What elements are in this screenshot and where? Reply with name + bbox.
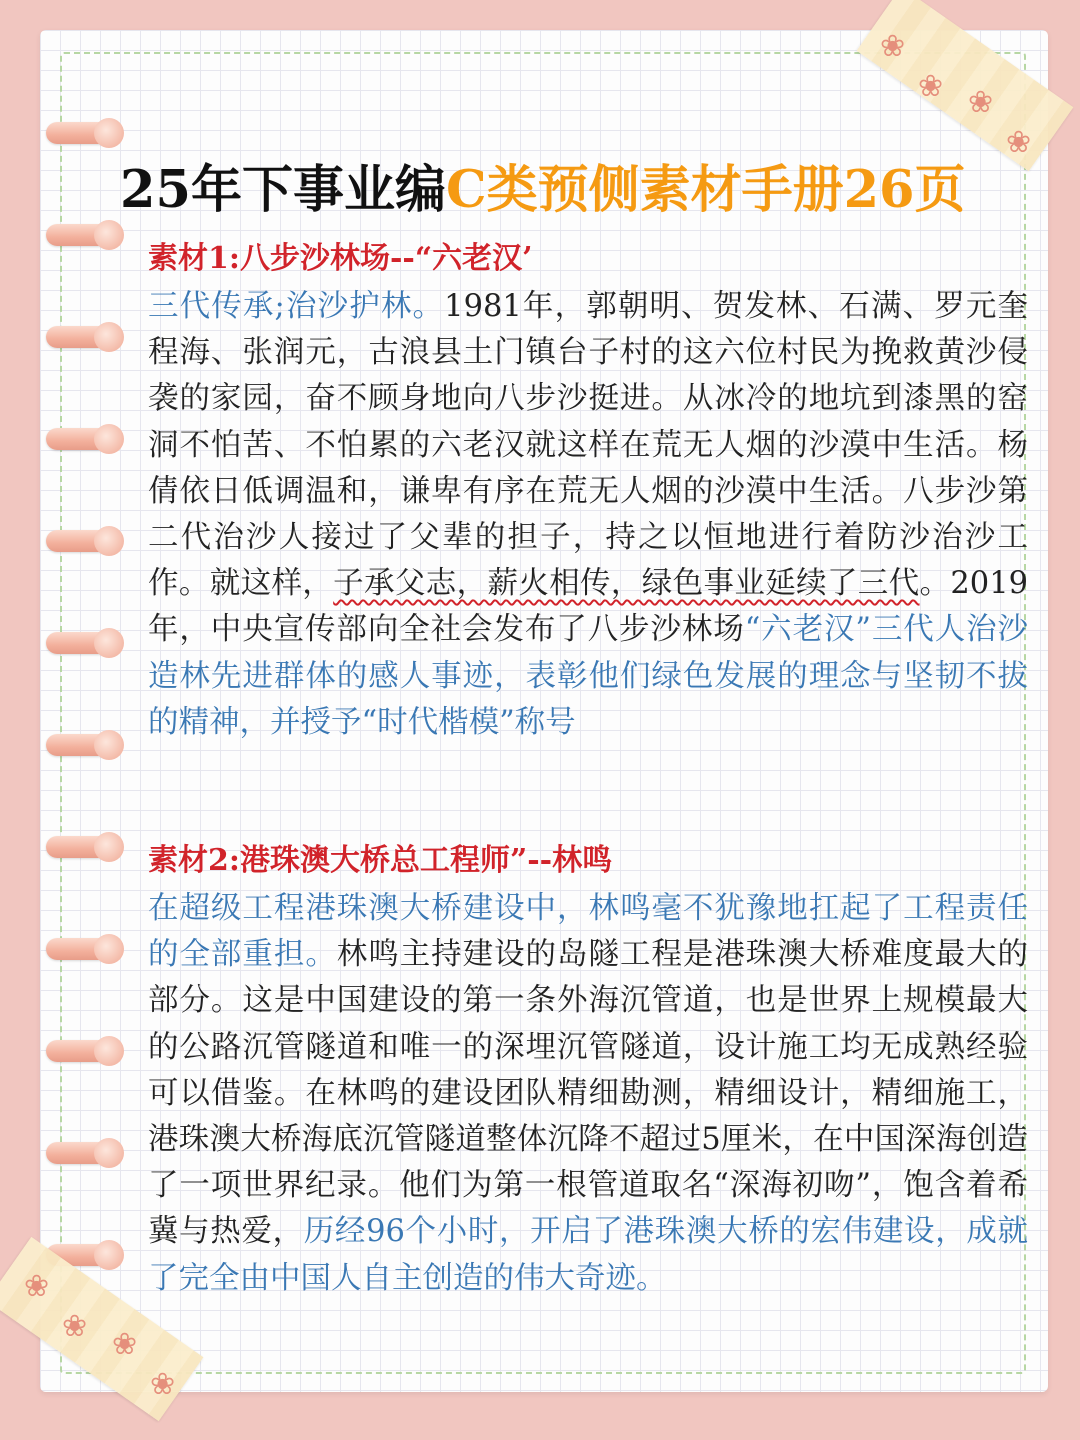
binder-ring [46, 1142, 120, 1164]
title-main: 25年下事业编 [120, 160, 446, 220]
section-heading: 素材1:八步沙林场--“六老汉’ [148, 241, 533, 276]
body-text: 。2019年，中央宣传部向全社会发布了八步沙林场 [148, 566, 1029, 648]
body-highlight: 三代传承;治沙护林。 [148, 289, 445, 324]
section-body [148, 284, 1028, 746]
binder-ring [46, 632, 120, 654]
material-section-2 [148, 840, 1028, 1302]
flower-icon: ❀ [24, 1269, 50, 1304]
binder-ring [46, 734, 120, 756]
binder-ring [46, 122, 120, 144]
flower-icon: ❀ [112, 1327, 138, 1362]
flower-icon: ❀ [1006, 125, 1032, 160]
body-text: 林鸣主持建设的岛隧工程是港珠澳大桥难度最大的部分。这是中国建设的第一条外海沉管道，也是世界上规模最大的公路沉管隧道和唯一的深埋沉管隧道，设计施工均无成熟经验可以借鉴。在林鸣的建设团队精细勘测，精细设计，精细施工，港珠澳大桥海底沉管隧道整体沉降不超过5厘米，在中国深海创造了一项世界纪录。他们为第一根管道取名“深海初吻”，饱含着希冀与热爱， [148, 937, 1029, 1250]
flower-icon: ❀ [968, 85, 994, 120]
flower-icon: ❀ [62, 1309, 88, 1344]
binder-ring [46, 836, 120, 858]
flower-icon: ❀ [150, 1367, 176, 1402]
body-text: 1981年，郭朝明、贺发林、石满、罗元奎程海、张润元，古浪县土门镇台子村的这六位村民为挽救黄沙侵袭的家园，奋不顾身地向八步沙挺进。从冰冷的地坑到漆黑的窑洞不怕苦、不怕累的六老汉就这样在荒无人烟的沙漠中生活。杨倩依日低调温和，谦卑有序在荒无人烟的沙漠中生活。八步沙第二代治沙人接过了父辈的担子，持之以恒地进行着防沙治沙工作。就这样， [148, 289, 1029, 602]
title-accent: C类预侧素材手册26页 [445, 160, 966, 220]
binder-ring [46, 1040, 120, 1062]
section-body [148, 886, 1028, 1302]
body-highlight: “六老汉”三代人治沙造林先进群体的感人事迹，表彰他们绿色发展的理念与坚韧不拔的精神，并授予“时代楷模”称号 [148, 612, 1029, 740]
binder-ring [46, 530, 120, 552]
body-highlight: 历经96个小时，开启了港珠澳大桥的宏伟建设，成就了完全由中国人自主创造的伟大奇迹。 [148, 1214, 1029, 1296]
binder-ring [46, 428, 120, 450]
material-section-1 [148, 238, 1028, 746]
flower-icon: ❀ [918, 69, 944, 104]
flower-icon: ❀ [880, 29, 906, 64]
body-highlight: 在超级工程港珠澳大桥建设中，林鸣毫不犹豫地扛起了工程责任的全部重担。 [148, 891, 1028, 973]
body-underlined: 子承父志，薪火相传，绿色事业延续了三代 [333, 566, 920, 602]
section-heading: 素材2:港珠澳大桥总工程师”--林鸣 [148, 843, 613, 878]
page-title [120, 148, 1020, 222]
binder-ring [46, 326, 120, 348]
binder-ring [46, 224, 120, 246]
binder-ring [46, 938, 120, 960]
